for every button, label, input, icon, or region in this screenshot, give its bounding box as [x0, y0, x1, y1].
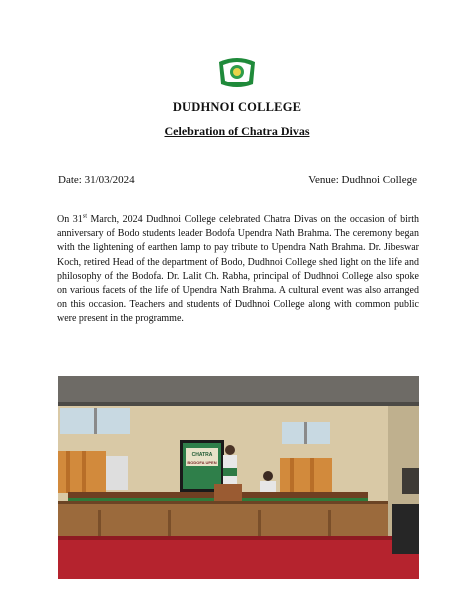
paragraph-rest: March, 2024 Dudhnoi College celebrated Chatra Divas on the occasion of birth anniversary of Bodo students leader Bodofa Upendra Nath Brahma. The ceremony began with the lightening of earthen lamp to pay tribute to Upendra Nath Brahma. Dr. Jibeswar Koch, retired Head of the department of Bodo, Dudhnoi College shed light on the life and philosophy of the Bodofa. Dr. Lalit Ch. Rabha, principal of Dudhnoi College also spoke on various facets of the life of Upendra Nath Brahma. A cultural event was also arranged on this occasion. Teachers and students of Dudhnoi College along with common public were present in the programme. [57, 214, 419, 325]
report-paragraph [57, 213, 419, 327]
screen-text-top: CHATRA [191, 452, 213, 458]
meta-row [58, 174, 417, 186]
event-photo [58, 376, 419, 579]
ordinal-suffix: st [82, 212, 88, 220]
event-date: Date: 31/03/2024 [58, 174, 135, 186]
college-logo [216, 56, 258, 88]
college-name: DUDHNOI COLLEGE [172, 100, 302, 114]
event-venue: Venue: Dudhnoi College [308, 174, 417, 186]
event-title: Celebration of Chatra Divas [164, 124, 310, 138]
paragraph-start: On 31 [57, 214, 83, 225]
screen-text-bottom: BODOFA UPEN [187, 460, 217, 465]
